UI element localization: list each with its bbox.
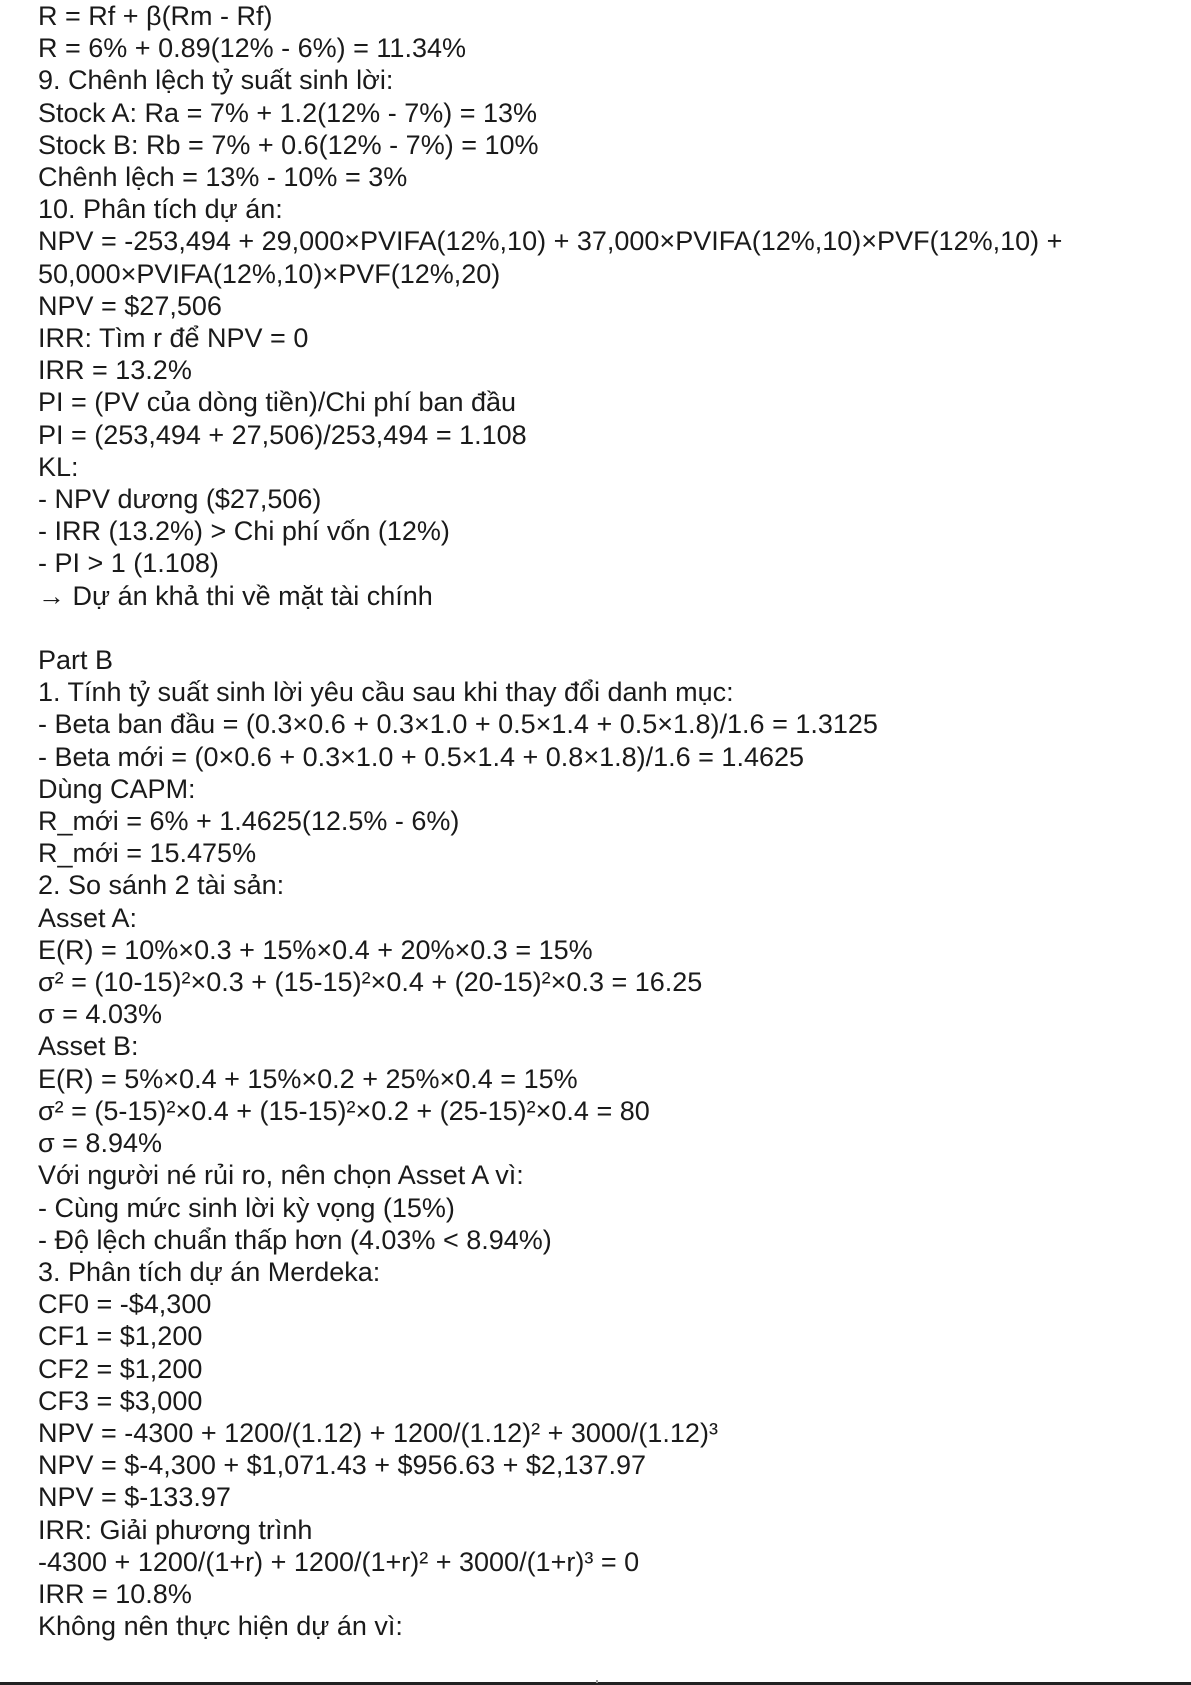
- document-line: Không nên thực hiện dự án vì:: [38, 1611, 403, 1642]
- document-line: IRR = 10.8%: [38, 1578, 192, 1609]
- document-line: σ² = (5-15)²×0.4 + (15-15)²×0.2 + (25-15)²×0.4 = 80: [38, 1095, 650, 1126]
- document-line: CF3 = $3,000: [38, 1385, 203, 1416]
- document-line: R_mới = 6% + 1.4625(12.5% - 6%): [38, 806, 460, 837]
- document-line: - NPV dương ($27,506): [38, 484, 322, 515]
- document-line: - Độ lệch chuẩn thấp hơn (4.03% < 8.94%): [38, 1224, 552, 1255]
- document-line: KL:: [38, 451, 79, 482]
- document-line: -4300 + 1200/(1+r) + 1200/(1+r)² + 3000/(1+r)³ = 0: [38, 1546, 640, 1577]
- document-line: σ = 4.03%: [38, 999, 162, 1030]
- document-line: PI = (253,494 + 27,506)/253,494 = 1.108: [38, 419, 527, 450]
- document-line: Part B: [38, 645, 114, 676]
- document-line: NPV = -4300 + 1200/(1.12) + 1200/(1.12)² + 3000/(1.12)³: [38, 1417, 718, 1448]
- document-line: - Beta mới = (0×0.6 + 0.3×1.0 + 0.5×1.4 + 0.8×1.8)/1.6 = 1.4625: [38, 741, 805, 772]
- document-line: R = 6% + 0.89(12% - 6%) = 11.34%: [38, 33, 466, 64]
- document-line: IRR: Giải phương trình: [38, 1514, 313, 1545]
- document-line: NPV = $27,506: [38, 290, 222, 321]
- document-line: 10. Phân tích dự án:: [38, 194, 283, 225]
- document-line: NPV = $-133.97: [38, 1482, 231, 1513]
- document-line: → Dự án khả thi về mặt tài chính: [38, 580, 433, 611]
- document-line: 50,000×PVIFA(12%,10)×PVF(12%,20): [38, 258, 501, 289]
- document-line: R_mới = 15.475%: [38, 838, 257, 869]
- document-line: IRR: Tìm r để NPV = 0: [38, 323, 309, 354]
- document-line: IRR = 13.2%: [38, 355, 192, 386]
- document-line: σ = 8.94%: [38, 1128, 162, 1159]
- document-line: 3. Phân tích dự án Merdeka:: [38, 1256, 381, 1287]
- document-line: σ² = (10-15)²×0.3 + (15-15)²×0.4 + (20-15)²×0.3 = 16.25: [38, 967, 703, 998]
- document-line: CF2 = $1,200: [38, 1353, 203, 1384]
- document-line: CF0 = -$4,300: [38, 1289, 212, 1320]
- document-line: 2. So sánh 2 tài sản:: [38, 870, 285, 901]
- document-line: CF1 = $1,200: [38, 1321, 203, 1352]
- document-line: - Cùng mức sinh lời kỳ vọng (15%): [38, 1192, 455, 1223]
- document-line: 9. Chênh lệch tỷ suất sinh lời:: [38, 65, 394, 96]
- document-line: E(R) = 10%×0.3 + 15%×0.4 + 20%×0.3 = 15%: [38, 934, 593, 965]
- page-bottom-rule-tick: [596, 1680, 598, 1683]
- document-line: NPV = -253,494 + 29,000×PVIFA(12%,10) + 37,000×PVIFA(12%,10)×PVF(12%,10) +: [38, 226, 1063, 257]
- document-line: - PI > 1 (1.108): [38, 548, 219, 579]
- document-line: PI = (PV của dòng tiền)/Chi phí ban đầu: [38, 387, 517, 418]
- document-line: Stock A: Ra = 7% + 1.2(12% - 7%) = 13%: [38, 97, 538, 128]
- document-line: - Beta ban đầu = (0.3×0.6 + 0.3×1.0 + 0.5×1.4 + 0.5×1.8)/1.6 = 1.3125: [38, 709, 878, 740]
- document-line: Chênh lệch = 13% - 10% = 3%: [38, 162, 408, 193]
- document-line: E(R) = 5%×0.4 + 15%×0.2 + 25%×0.4 = 15%: [38, 1063, 578, 1094]
- document-line: 1. Tính tỷ suất sinh lời yêu cầu sau khi thay đổi danh mục:: [38, 677, 734, 708]
- document-line: - IRR (13.2%) > Chi phí vốn (12%): [38, 516, 450, 547]
- document-line: Với người né rủi ro, nên chọn Asset A vì:: [38, 1160, 524, 1191]
- document-body: [38, 0, 1168, 1642]
- document-line: Dùng CAPM:: [38, 773, 196, 804]
- document-line: Asset B:: [38, 1031, 139, 1062]
- blank-line: [38, 612, 1168, 644]
- document-line: Stock B: Rb = 7% + 0.6(12% - 7%) = 10%: [38, 129, 539, 160]
- document-line: R = Rf + β(Rm - Rf): [38, 1, 273, 31]
- document-line: NPV = $-4,300 + $1,071.43 + $956.63 + $2,137.97: [38, 1450, 647, 1481]
- document-line: Asset A:: [38, 902, 138, 933]
